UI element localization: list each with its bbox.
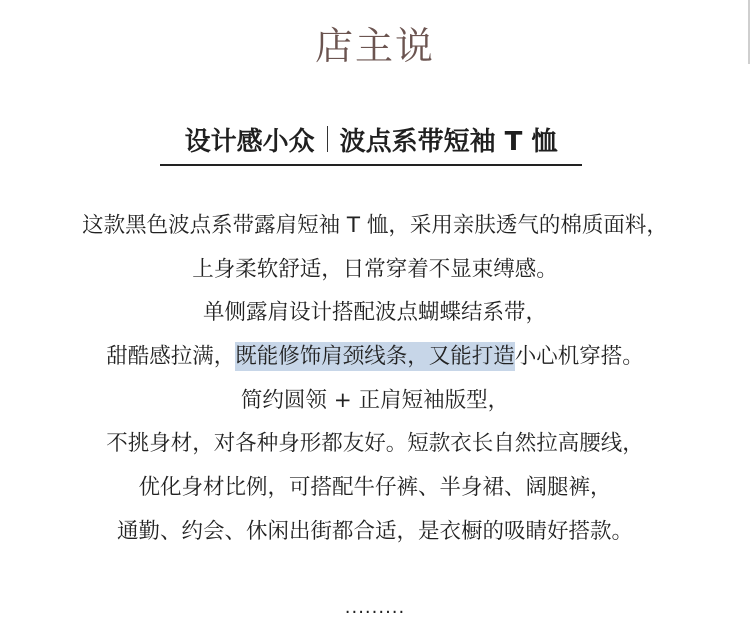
headline-right: 波点系带短袖 T 恤 — [339, 126, 558, 157]
paragraph-line: 不挑身材，对各种身形都友好。短款衣长自然拉高腰线， — [106, 431, 644, 457]
paragraph-line: 上身柔软舒适，日常穿着不显束缚感。 — [192, 256, 558, 282]
paragraph-line: 简约圆领 + 正肩短袖版型， — [240, 387, 510, 413]
section-title: 店主说 — [314, 24, 435, 68]
line-end: 小心机穿搭。 — [514, 344, 644, 370]
headline — [160, 114, 582, 166]
continuation-ellipsis: ········· — [344, 602, 406, 623]
description-paragraph — [0, 204, 750, 554]
headline-divider — [327, 126, 328, 152]
paragraph-line: 优化身材比例，可搭配牛仔裤、半身裙、阔腿裤， — [138, 475, 612, 501]
headline-left: 设计感小众 — [184, 126, 315, 157]
selected-text[interactable]: 既能修饰肩颈线条，又能打造 — [235, 344, 515, 370]
paragraph-line-highlighted — [0, 335, 750, 379]
line-start: 甜酷感拉满， — [106, 344, 236, 370]
paragraph-line: 通勤、约会、休闲出街都合适，是衣橱的吸睛好搭款。 — [116, 518, 633, 544]
paragraph-line: 这款黑色波点系带露肩短袖 T 恤，采用亲肤透气的棉质面料， — [82, 213, 668, 238]
paragraph-line: 单侧露肩设计搭配波点蝴蝶结系带， — [202, 300, 547, 326]
